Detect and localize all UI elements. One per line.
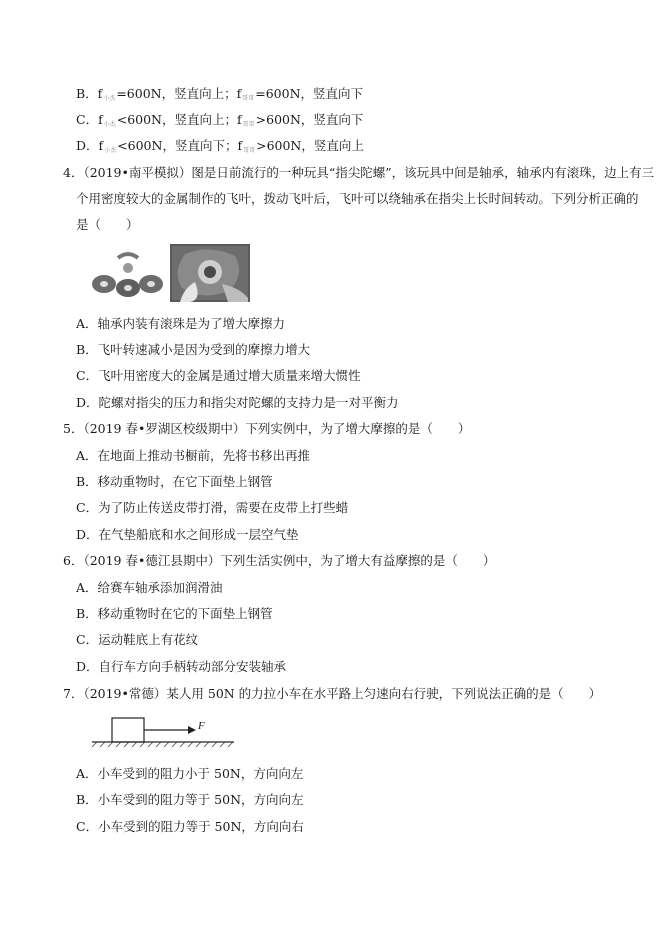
q6-option-a: A．给赛车轴承添加润滑油 bbox=[76, 580, 223, 595]
q7-option-c: C．小车受到的阻力等于 50N，方向向右 bbox=[76, 819, 304, 834]
cart-box bbox=[112, 718, 144, 742]
fidget-spinner-figure bbox=[90, 244, 252, 302]
q5-option-c: C．为了防止传送皮带打滑，需要在皮带上打些蜡 bbox=[76, 500, 349, 515]
spinner-parts-illustration bbox=[92, 254, 163, 297]
force-label: F bbox=[198, 720, 205, 732]
q5-stem: 5．（2019 春•罗湖区校级期中）下列实例中，为了增大摩擦的是（ ） bbox=[63, 421, 471, 436]
q6-stem: 6．（2019 春•德江县期中）下列生活实例中，为了增大有益摩擦的是（ ） bbox=[63, 553, 496, 568]
q5-option-b: B．移动重物时，在它下面垫上钢管 bbox=[76, 474, 273, 489]
q4-stem-line2: 个用密度较大的金属制作的飞叶，拨动飞叶后，飞叶可以绕轴承在指尖上长时间转动。下列分析正确的 bbox=[76, 191, 639, 206]
q5-option-a: A．在地面上推动书橱前，先将书移出再推 bbox=[76, 448, 311, 463]
q4-stem-line1: 4．（2019•南平模拟）图是日前流行的一种玩具“指尖陀螺”，该玩具中间是轴承，轴承内有滚珠，边上有三 bbox=[63, 165, 655, 180]
option-c-prev: C．$f_{小杰}<600N$，竖直向上；$f_{哥哥}>600N$，竖直向下 bbox=[76, 112, 364, 128]
q6-option-d: D．自行车方向手柄转动部分安装轴承 bbox=[76, 659, 287, 674]
q4-stem-line3: 是（ ） bbox=[76, 217, 139, 232]
cart-force-figure bbox=[88, 716, 238, 750]
q4-option-d: D．陀螺对指尖的压力和指尖对陀螺的支持力是一对平衡力 bbox=[76, 395, 399, 410]
q6-option-b: B．移动重物时在它的下面垫上钢管 bbox=[76, 606, 273, 621]
q7-stem: 7．（2019•常德）某人用 50N 的力拉小车在水平路上匀速向右行驶，下列说法正确的是（ ） bbox=[63, 686, 602, 701]
ground-hatching bbox=[92, 742, 233, 747]
force-arrow-head bbox=[188, 726, 196, 734]
q5-option-d: D．在气垫船底和水之间形成一层空气垫 bbox=[76, 527, 299, 542]
q4-option-c: C．飞叶用密度大的金属是通过增大质量来增大惯性 bbox=[76, 368, 361, 383]
q4-option-a: A．轴承内装有滚珠是为了增大摩擦力 bbox=[76, 316, 286, 331]
option-b-prev: B．$f_{小杰}=600N$，竖直向上；$f_{哥哥}=600N$，竖直向下 bbox=[76, 86, 364, 102]
spinner-photo bbox=[170, 244, 250, 302]
option-d-prev: D．$f_{小杰}<600N$，竖直向下；$f_{哥哥}>600N$，竖直向上 bbox=[76, 138, 364, 154]
q7-option-b: B．小车受到的阻力等于 50N，方向向左 bbox=[76, 792, 304, 807]
q6-option-c: C．运动鞋底上有花纹 bbox=[76, 632, 199, 647]
q4-option-b: B．飞叶转速减小是因为受到的摩擦力增大 bbox=[76, 342, 311, 357]
q7-option-a: A．小车受到的阻力小于 50N，方向向左 bbox=[76, 766, 304, 781]
